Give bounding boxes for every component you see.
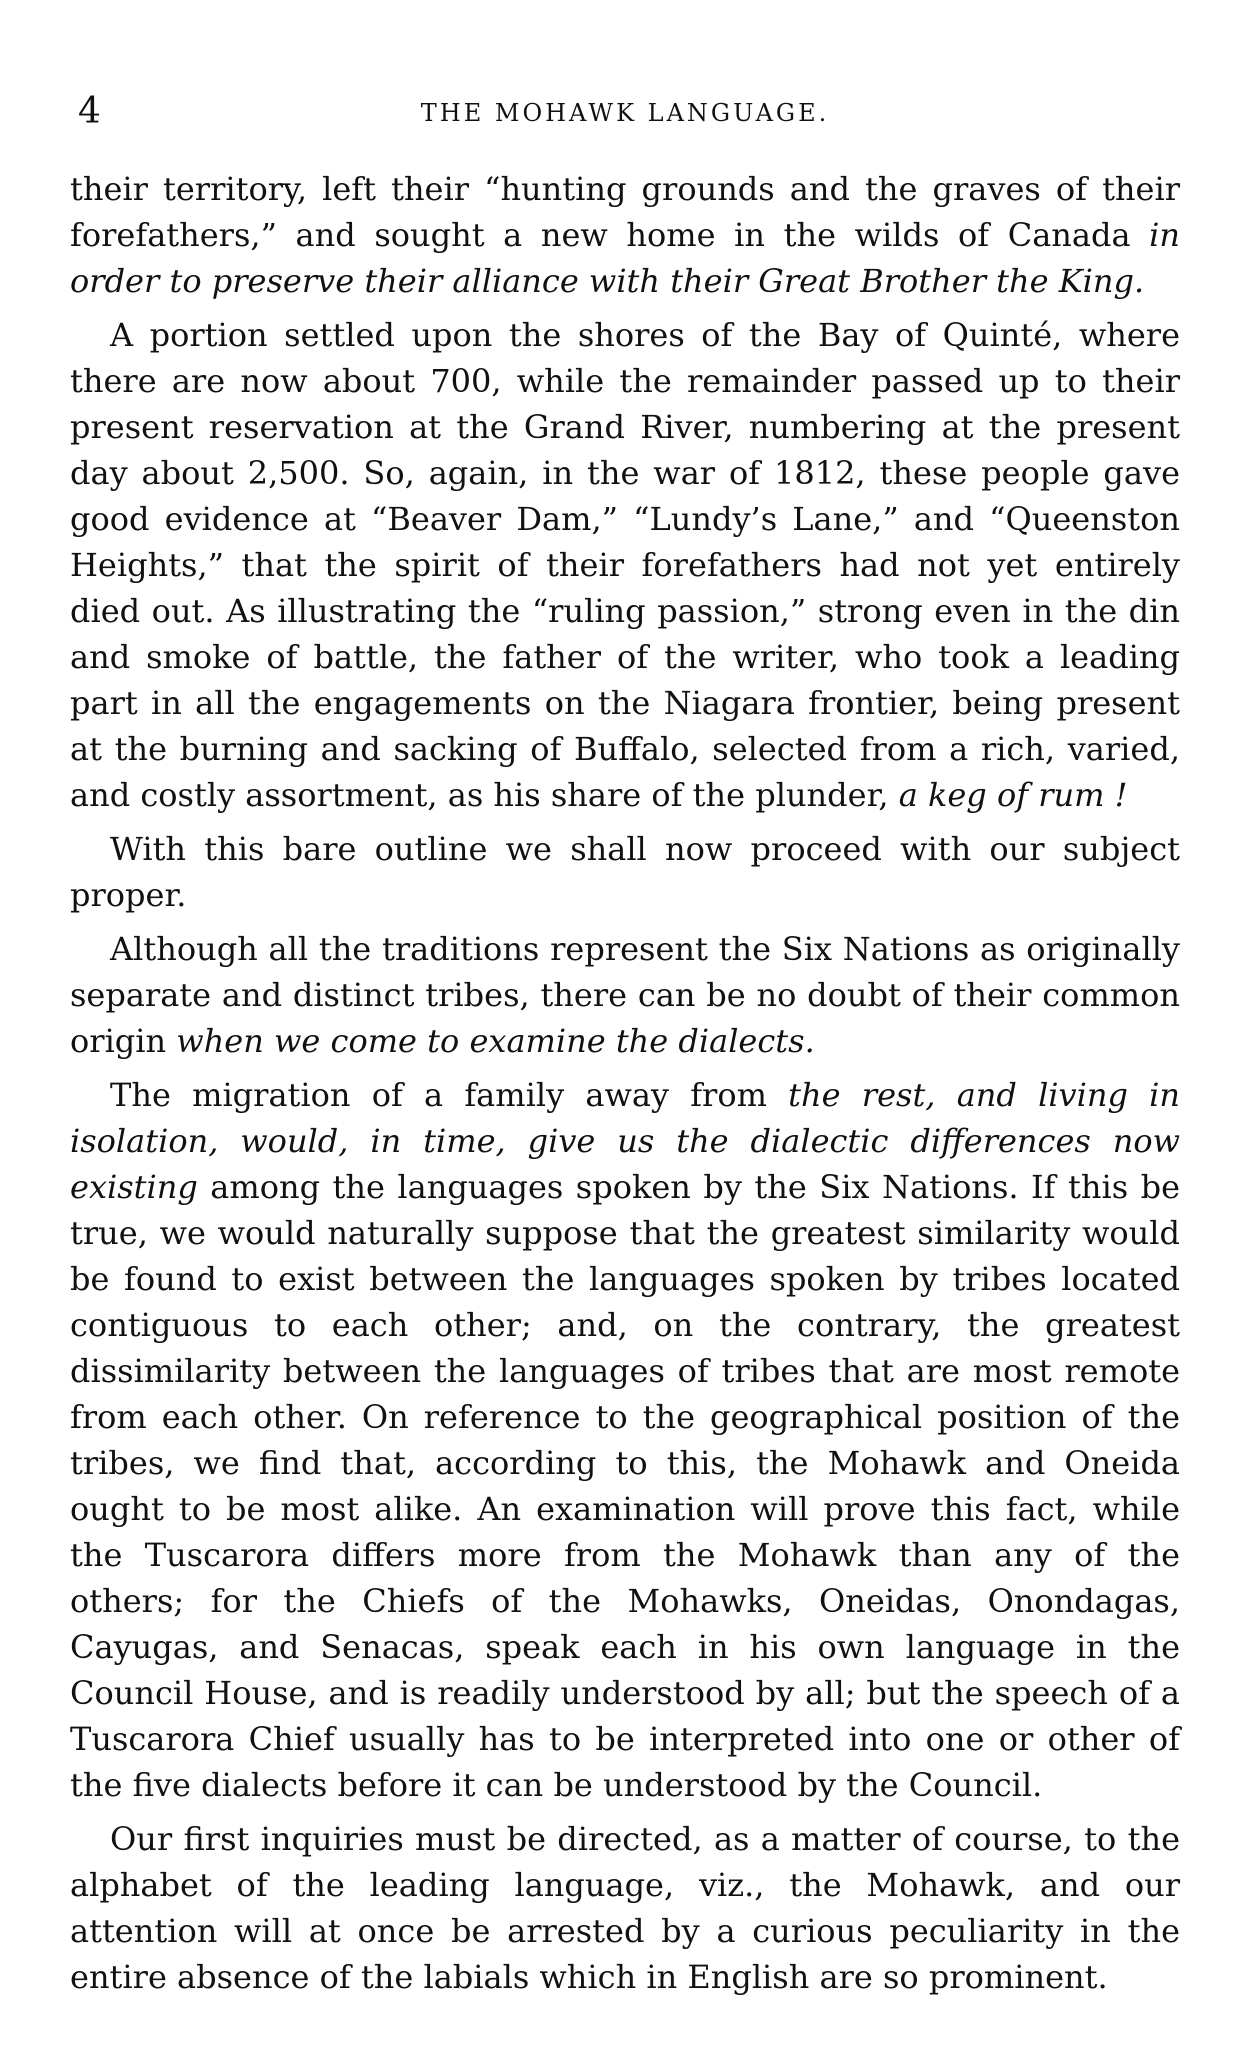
running-head: [70, 92, 1180, 132]
paragraph-5-text-start: The migration of a family away from: [110, 1076, 789, 1114]
paragraph-5-italic-text: the rest, and living in isolation, would, in time, give us the dialectic differences now existing: [70, 1076, 1181, 1206]
paragraph-6: [70, 1816, 1180, 2000]
page-number: 4: [78, 91, 101, 132]
paragraph-4: [70, 926, 1180, 1064]
paragraph-4-text: Although all the traditions represent the Six Nations as originally separate and distinct tribes, there can be no doubt of their common origin: [70, 930, 1180, 1060]
paragraph-1-italic-text: in order to preserve their alliance with their Great Brother the King.: [70, 216, 1180, 300]
paragraph-3-text: With this bare outline we shall now proceed with our subject proper.: [70, 830, 1180, 914]
paragraph-2: [70, 312, 1180, 818]
paragraph-2-text: A portion settled upon the shores of the Bay of Quinté, where there are now about 700, while the remainder passed up to their present reservation at the Grand River, numbering at the present day about 2,500. So, again, in the war of 1812, these people gave good evidence at “Beaver Dam,” “Lundy’s Lane,” and “Queenston Heights,” that the spirit of their forefathers had not yet entirely died out. As illustrating the “ruling passion,” strong even in the din and smoke of battle, the father of the writer, who took a leading part in all the engagements on the Niagara frontier, being present at the burning and sacking of Buffalo, selected from a rich, varied, and costly assortment, as his share of the plunder,: [70, 316, 1180, 814]
running-title: THE MOHAWK LANGUAGE.: [420, 99, 830, 127]
body-text: [70, 166, 1180, 2008]
paragraph-2-italic-text: a keg of rum !: [898, 776, 1128, 814]
paragraph-5: [70, 1072, 1180, 1808]
paragraph-4-italic-text: when we come to examine the dialects.: [176, 1022, 815, 1060]
paragraph-1: [70, 166, 1180, 304]
paragraph-5-text-end: among the languages spoken by the Six Nations. If this be true, we would naturally suppose that the greatest similarity would be found to exist between the languages spoken by tribes located contiguous to each other; and, on the contrary, the greatest dissimilarity between the languages of tribes that are most remote from each other. On reference to the geographical position of the tribes, we find that, according to this, the Mohawk and Oneida ought to be most alike. An examination will prove this fact, while the Tuscarora differs more from the Mohawk than any of the others; for the Chiefs of the Mohawks, Oneidas, Onondagas, Cayugas, and Senacas, speak each in his own language in the Council House, and is readily understood by all; but the speech of a Tuscarora Chief usually has to be interpreted into one or other of the five dialects before it can be understood by the Council.: [70, 1168, 1180, 1804]
paragraph-3: [70, 826, 1180, 918]
paragraph-6-text: Our first inquiries must be directed, as a matter of course, to the alphabet of the leading language, viz., the Mohawk, and our attention will at once be arrested by a curious peculiarity in the entire absence of the labials which in English are so prominent.: [70, 1820, 1180, 1996]
paragraph-1-text: their territory, left their “hunting grounds and the graves of their forefathers,” and sought a new home in the wilds of Canada: [70, 170, 1180, 254]
